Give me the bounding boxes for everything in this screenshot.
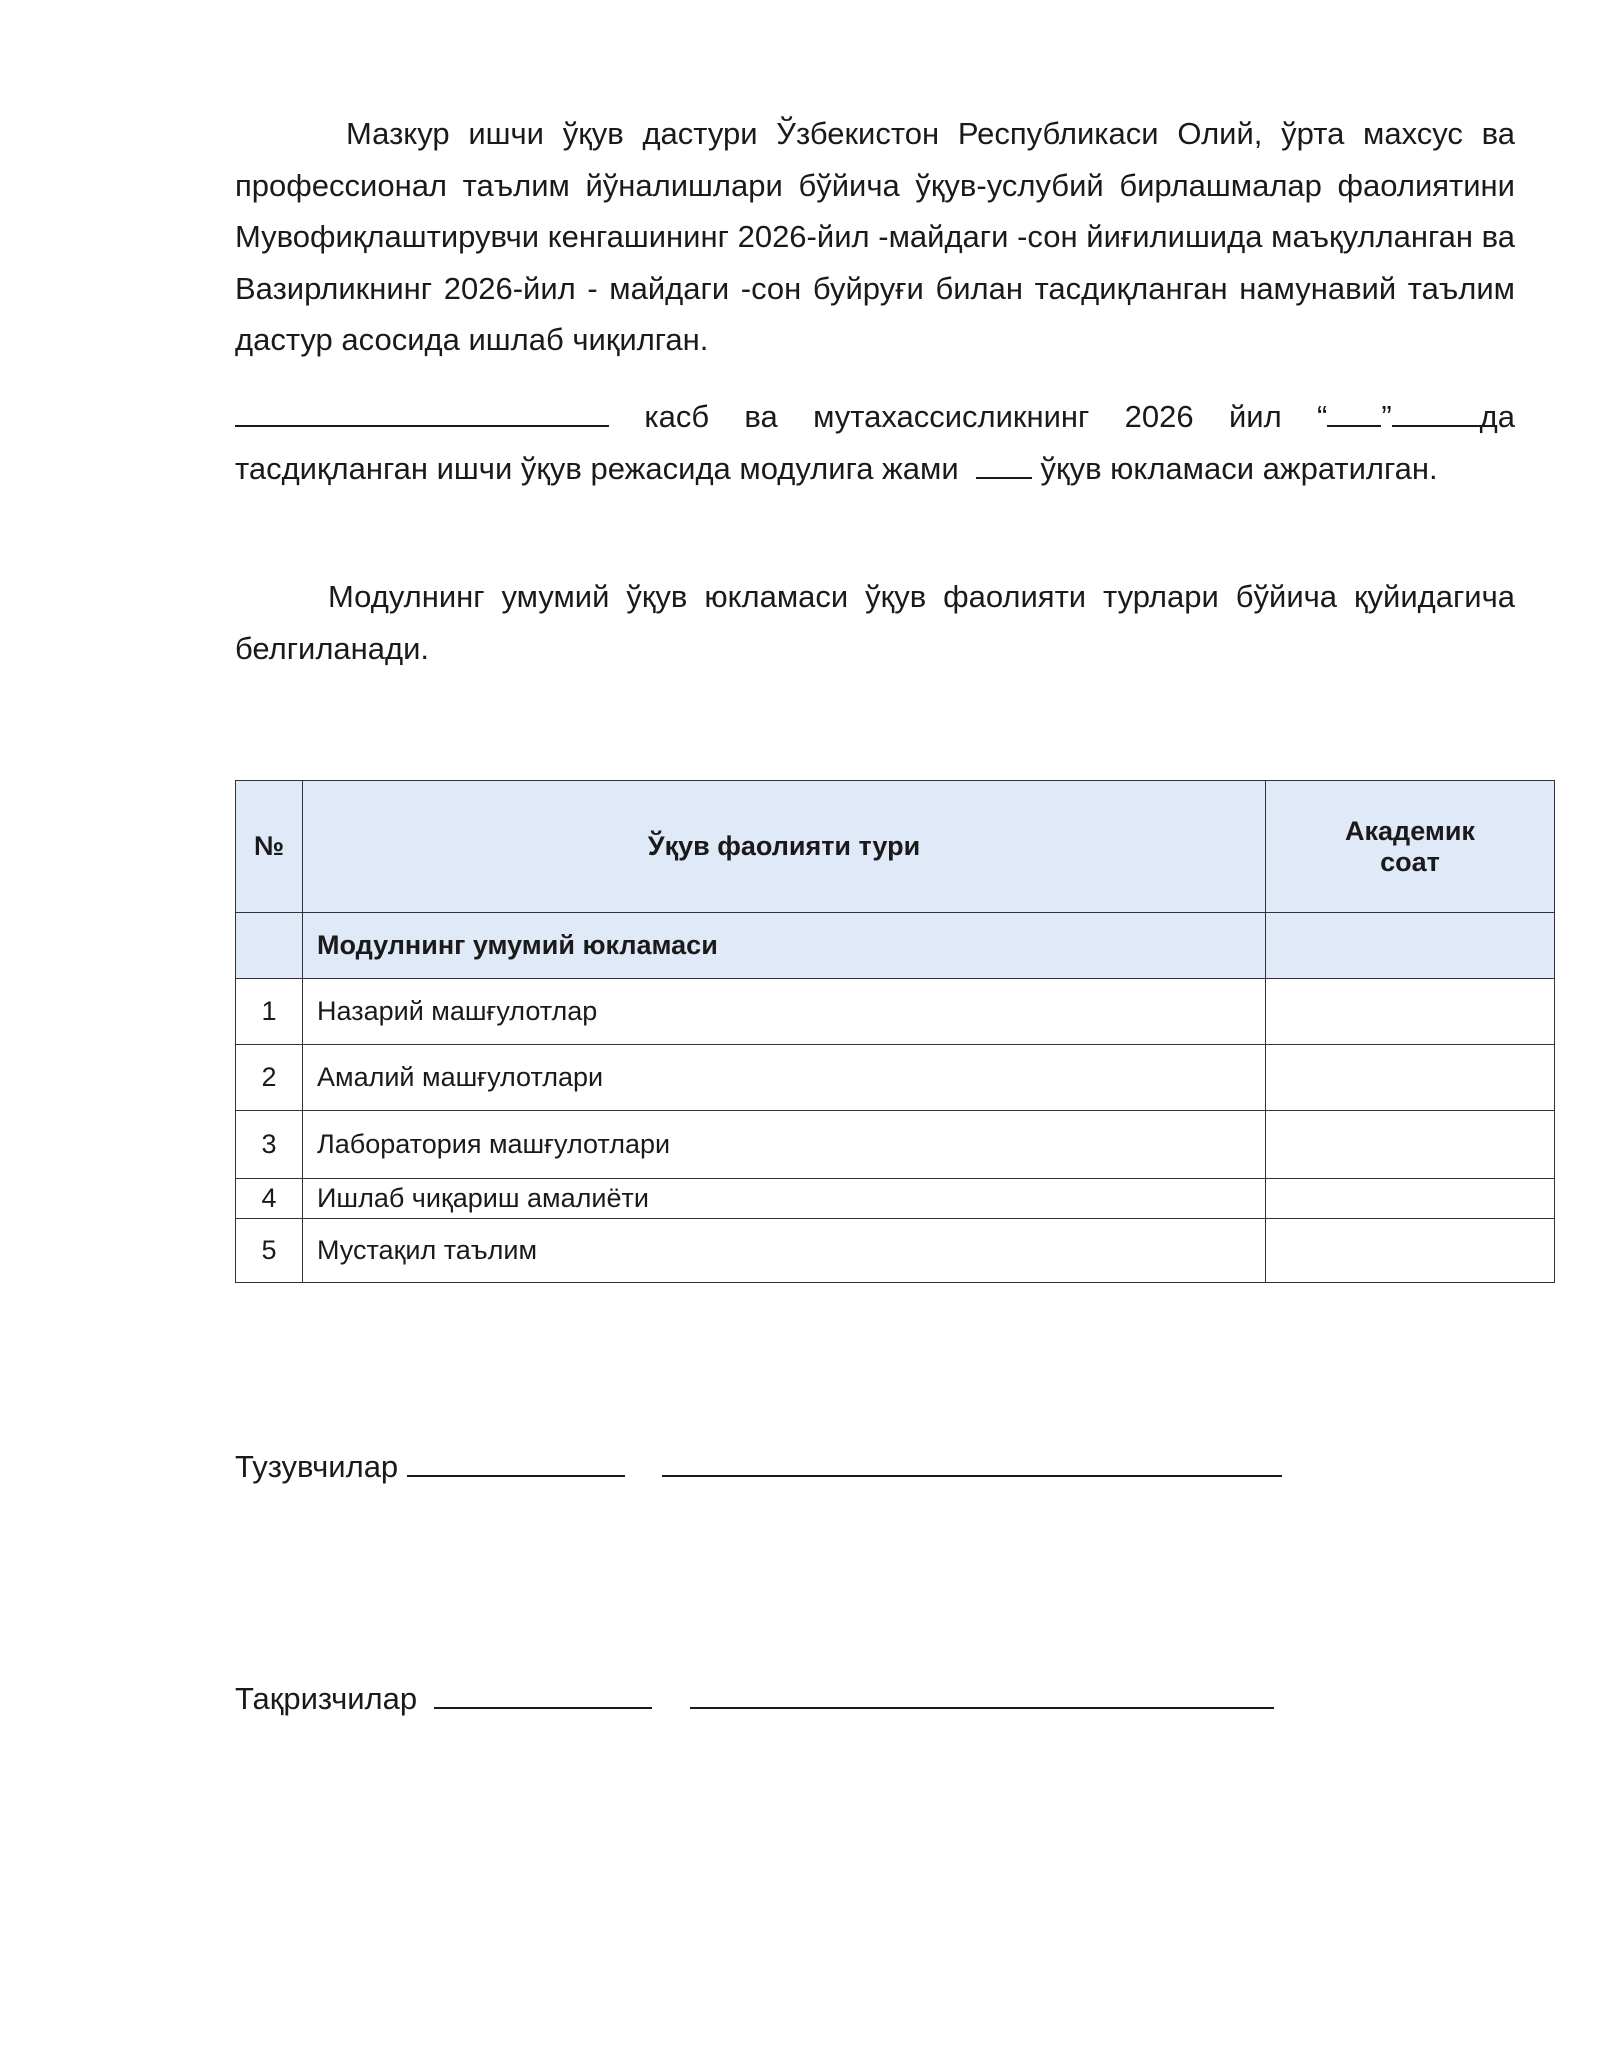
reviewers-label: Тақризчилар <box>235 1681 418 1716</box>
row-number: 2 <box>236 1045 303 1111</box>
total-label-cell: Модулнинг умумий юкламаси <box>303 913 1266 979</box>
intro-paragraph: Мазкур ишчи ўқув дастури Ўзбекистон Республикаси Олий, ўрта махсус ва профессионал таълим йўналишлари бўйича ўқув-услубий бирлашмалар фаолиятини Мувофиқлаштирувчи кенгашининг 2026-йил -майдаги -сон йиғилишида маъқулланган ва Вазирликнинг 2026-йил - майдаги -сон буйруғи билан тасдиқланган намунавий таълим дастур асосида ишлаб чиқилган. <box>235 116 1515 357</box>
header-academic-hours <box>1266 781 1555 913</box>
total-hours-blank[interactable] <box>976 447 1032 479</box>
row-hours[interactable] <box>1266 979 1555 1045</box>
study-load-table <box>235 780 1555 1283</box>
row-activity: Ишлаб чиқариш амалиёти <box>303 1179 1266 1219</box>
row-hours[interactable] <box>1266 1219 1555 1283</box>
compilers-name-blank[interactable] <box>662 1445 1282 1477</box>
row-number: 1 <box>236 979 303 1045</box>
row-hours[interactable] <box>1266 1111 1555 1179</box>
row-activity: Мустақил таълим <box>303 1219 1266 1283</box>
table-row <box>236 1111 1555 1179</box>
allocation-text-b: ” <box>1381 399 1392 434</box>
allocation-paragraph <box>235 391 1515 494</box>
row-hours[interactable] <box>1266 1179 1555 1219</box>
allocation-text-a: касб ва мутахассисликнинг 2026 йил “ <box>644 399 1328 434</box>
table-row <box>236 1219 1555 1283</box>
reviewers-signature-blank[interactable] <box>434 1677 652 1709</box>
row-activity: Назарий машғулотлар <box>303 979 1266 1045</box>
month-blank[interactable] <box>1392 395 1480 427</box>
header-activity-type: Ўқув фаолияти тури <box>303 781 1266 913</box>
header-hours-line1: Академик <box>1345 815 1475 846</box>
row-activity: Амалий машғулотлари <box>303 1045 1266 1111</box>
day-blank[interactable] <box>1327 395 1381 427</box>
allocation-text-d: ўқув юкламаси ажратилган. <box>1040 450 1438 486</box>
allocation-text-c: да тасдиқланган ишчи ўқув режасида модулига жами <box>235 399 1515 486</box>
load-paragraph: Модулнинг умумий ўқув юкламаси ўқув фаолияти турлари бўйича қуйидагича белгиланади. <box>235 579 1515 666</box>
total-hours-cell[interactable] <box>1266 913 1555 979</box>
table-row <box>236 1045 1555 1111</box>
row-number: 5 <box>236 1219 303 1283</box>
table-row <box>236 1179 1555 1219</box>
table-header-row <box>236 781 1555 913</box>
compilers-signature-line <box>235 1445 1282 1487</box>
table-row <box>236 979 1555 1045</box>
header-hours-line2: соат <box>1380 846 1440 877</box>
compilers-label: Тузувчилар <box>235 1449 399 1484</box>
row-number: 3 <box>236 1111 303 1179</box>
table-total-row <box>236 913 1555 979</box>
row-number: 4 <box>236 1179 303 1219</box>
header-number: № <box>236 781 303 913</box>
reviewers-signature-line <box>235 1677 1274 1719</box>
row-activity: Лаборатория машғулотлари <box>303 1111 1266 1179</box>
total-number-cell <box>236 913 303 979</box>
reviewers-name-blank[interactable] <box>690 1677 1274 1709</box>
compilers-signature-blank[interactable] <box>407 1445 625 1477</box>
row-hours[interactable] <box>1266 1045 1555 1111</box>
specialty-blank[interactable] <box>235 395 609 427</box>
